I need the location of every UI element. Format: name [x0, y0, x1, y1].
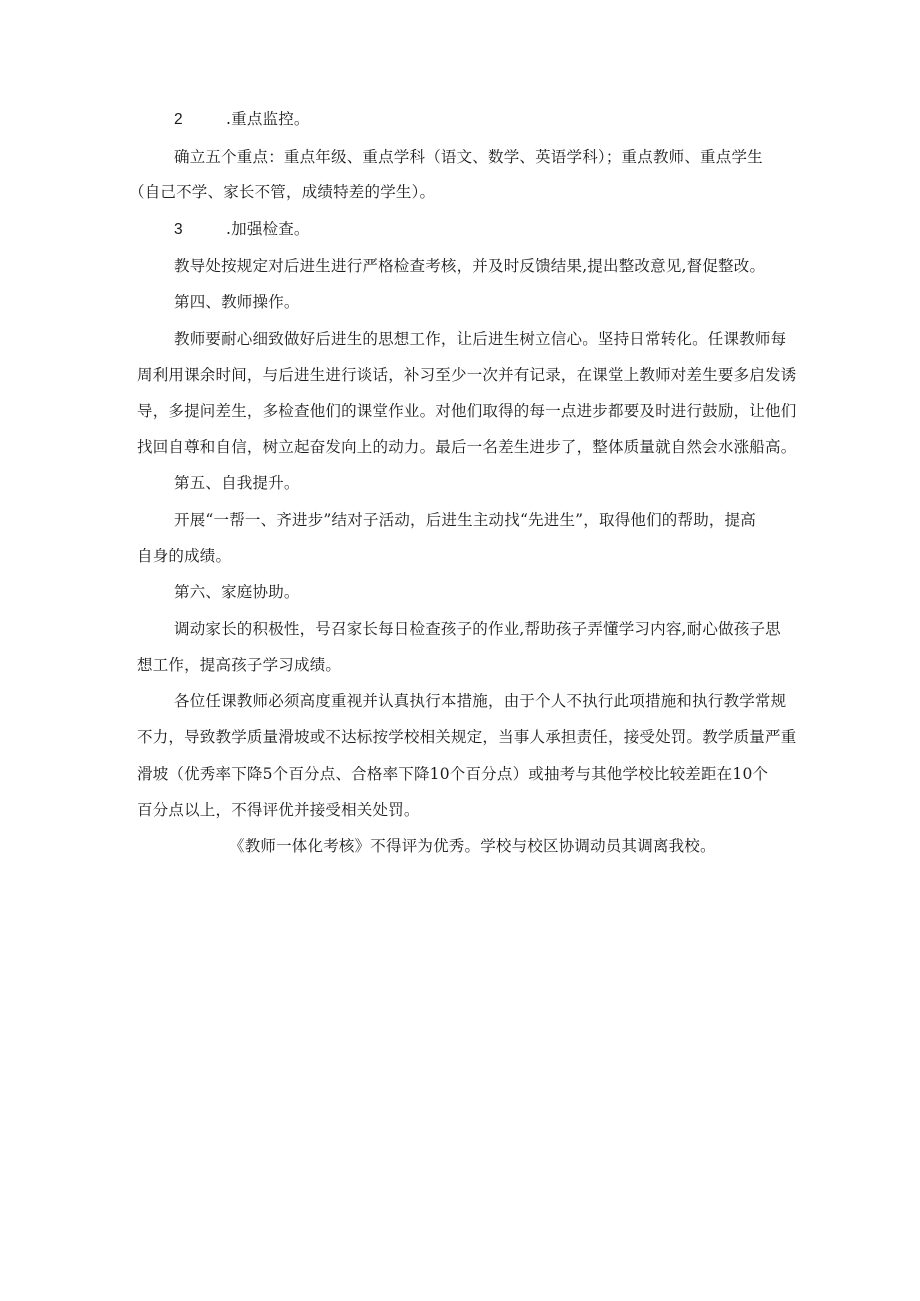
paragraph-line: 各位任课教师必须高度重视并认真执行本措施，由于个人不执行此项措施和执行教学常规 [174, 692, 787, 710]
paragraph-line: 想工作，提高孩子学习成绩。 [137, 656, 342, 674]
section-heading-4: 第四、教师操作。 [174, 293, 300, 311]
section-heading-6: 第六、家庭协助。 [174, 583, 300, 601]
paragraph-line: 找回自尊和自信，树立起奋发向上的动力。最后一名差生进步了，整体质量就自然会水涨船高。 [137, 438, 797, 456]
section-heading-text: .重点监控。 [226, 110, 310, 128]
paragraph-line: 百分点以上，不得评优并接受相关处罚。 [137, 801, 420, 819]
paragraph-line: 教导处按规定对后进生进行严格检查考核，并及时反馈结果,提出整改意见,督促整改。 [174, 257, 766, 275]
paragraph-line: 《教师一体化考核》不得评为优秀。学校与校区协调动员其调离我校。 [229, 837, 716, 855]
section-number: 3 [174, 221, 183, 238]
paragraph-line: 自身的成绩。 [137, 547, 232, 565]
paragraph-line: 开展“一帮一、齐进步”结对子活动，后进生主动找“先进生”，取得他们的帮助，提高 [174, 511, 756, 529]
section-heading-text: .加强检查。 [226, 220, 310, 238]
paragraph-line: 滑坡（优秀率下降5个百分点、合格率下降10个百分点）或抽考与其他学校比较差距在10个 [137, 765, 769, 783]
paragraph-line: 周利用课余时间，与后进生进行谈话，补习至少一次并有记录，在课堂上教师对差生要多启发诱 [137, 366, 797, 384]
paragraph-line: 确立五个重点：重点年级、重点学科（语文、数学、英语学科）；重点教师、重点学生 [174, 148, 763, 166]
paragraph-line: （自己不学、家长不管，成绩特差的学生）。 [129, 183, 436, 201]
paragraph-line: 导，多提问差生，多检查他们的课堂作业。对他们取得的每一点进步都要及时进行鼓励，让他们 [137, 402, 797, 420]
section-heading-3 [174, 218, 830, 241]
paragraph-line: 教师要耐心细致做好后进生的思想工作，让后进生树立信心。坚持日常转化。任课教师每 [174, 330, 787, 348]
paragraph-line: 不力，导致教学质量滑坡或不达标按学校相关规定，当事人承担责任，接受处罚。教学质量严重 [137, 728, 797, 746]
paragraph-line: 调动家长的积极性，号召家长每日检查孩子的作业,帮助孩子弄懂学习内容,耐心做孩子思 [174, 620, 781, 638]
section-heading-2 [174, 108, 830, 131]
section-number: 2 [174, 111, 183, 128]
section-heading-5: 第五、自我提升。 [174, 474, 300, 492]
